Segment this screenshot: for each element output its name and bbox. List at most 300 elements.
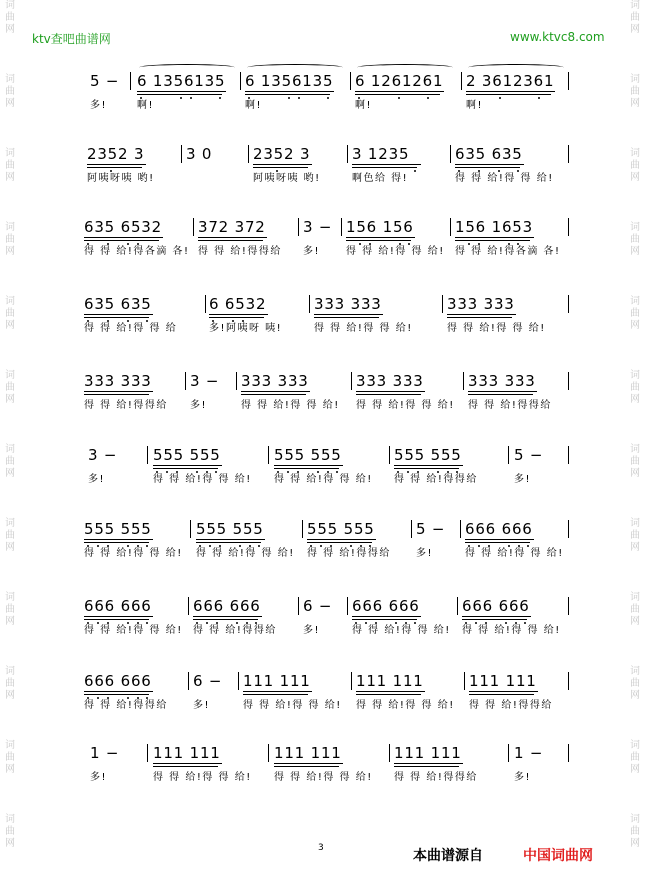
measure-notes: 5 −	[416, 520, 446, 538]
measure-notes: 2352 3	[87, 145, 145, 163]
measure-lyrics: 啊!	[466, 100, 484, 111]
rhythm-underline	[469, 691, 538, 692]
watermark-char: 词	[5, 814, 15, 825]
barline	[298, 218, 299, 236]
rhythm-underline	[356, 394, 421, 395]
rhythm-underline	[253, 164, 312, 165]
watermark-char: 词	[630, 740, 640, 751]
watermark-char: 曲	[5, 308, 15, 319]
octave-dot	[97, 622, 99, 624]
measure-notes: 111 111	[274, 744, 342, 762]
octave-dot	[350, 545, 352, 547]
header-site-name: ktv查吧曲谱网	[32, 32, 111, 46]
rhythm-underline	[355, 94, 440, 95]
measure-lyrics: 得 得 给!得得给	[193, 625, 277, 636]
watermark-char: 网	[630, 690, 640, 701]
rhythm-underline	[198, 237, 267, 238]
measure-lyrics: 得 得 给!得 得 给!	[274, 772, 373, 783]
octave-dot	[87, 243, 89, 245]
barline	[181, 145, 182, 163]
octave-dot	[478, 243, 480, 245]
watermark-char: 网	[630, 320, 640, 331]
octave-dot	[508, 545, 510, 547]
measure-lyrics: 多!阿咦呀 咦!	[209, 323, 283, 334]
octave-dot	[239, 545, 241, 547]
octave-dot	[236, 622, 238, 624]
octave-dot	[97, 697, 99, 699]
watermark-char: 曲	[630, 86, 640, 97]
rhythm-underline	[84, 616, 153, 617]
measure-lyrics: 得 得 给!得 得 给!	[243, 700, 342, 711]
barline	[351, 372, 352, 390]
barline	[350, 72, 351, 90]
octave-dot	[287, 471, 289, 473]
measure-notes: 666 666	[462, 597, 530, 615]
octave-dot	[216, 622, 218, 624]
measure-lyrics: 得 得 给!得 得 给	[84, 323, 178, 334]
watermark-char: 词	[5, 0, 15, 11]
measure-lyrics: 得 得 给!得 得 给!	[241, 400, 340, 411]
rhythm-underline	[274, 763, 343, 764]
octave-dot	[538, 97, 540, 99]
barline	[185, 372, 186, 390]
rhythm-underline	[466, 94, 551, 95]
rhythm-underline	[356, 391, 425, 392]
octave-dot	[196, 622, 198, 624]
measure-notes: 3 −	[88, 446, 118, 464]
measure-notes: 333 333	[84, 372, 152, 390]
rhythm-underline	[84, 542, 149, 543]
octave-dot	[360, 545, 362, 547]
octave-dot	[397, 471, 399, 473]
measure-notes: 6 −	[303, 597, 333, 615]
measure-notes: 333 333	[241, 372, 309, 390]
rhythm-underline	[274, 465, 343, 466]
octave-dot	[317, 471, 319, 473]
measure-notes: 6 1261261	[355, 72, 444, 90]
watermark-char: 词	[5, 74, 15, 85]
rhythm-underline	[153, 465, 222, 466]
octave-dot	[190, 97, 192, 99]
octave-dot	[137, 622, 139, 624]
octave-dot	[478, 545, 480, 547]
octave-dot	[242, 320, 244, 322]
measure-notes: 555 555	[307, 520, 375, 538]
rhythm-underline	[274, 468, 339, 469]
barline	[268, 744, 269, 762]
rhythm-underline	[352, 167, 417, 168]
rhythm-underline	[314, 314, 383, 315]
watermark-char: 曲	[5, 826, 15, 837]
octave-dot	[137, 545, 139, 547]
watermark-char: 网	[630, 838, 640, 849]
watermark-char: 网	[630, 394, 640, 405]
barline	[464, 672, 465, 690]
barline	[568, 597, 569, 615]
barline	[568, 520, 569, 538]
measure-lyrics: 啊色给 得!	[352, 173, 409, 184]
barline	[568, 72, 569, 90]
watermark-char: 词	[630, 148, 640, 159]
slur-mark	[139, 64, 235, 71]
watermark-char: 词	[5, 444, 15, 455]
octave-dot	[127, 320, 129, 322]
measure-notes: 666 666	[465, 520, 533, 538]
watermark-char: 词	[5, 666, 15, 677]
measure-lyrics: 多!	[88, 474, 106, 485]
watermark-char: 词	[630, 666, 640, 677]
measure-notes: 3 0	[186, 145, 213, 163]
watermark-char: 词	[630, 370, 640, 381]
rhythm-underline	[84, 237, 163, 238]
octave-dot	[180, 97, 182, 99]
rhythm-underline	[245, 94, 330, 95]
watermark-char: 词	[5, 148, 15, 159]
rhythm-underline	[356, 691, 425, 692]
watermark-char: 曲	[630, 604, 640, 615]
octave-dot	[417, 471, 419, 473]
rhythm-underline	[87, 164, 146, 165]
rhythm-underline	[468, 391, 537, 392]
barline	[457, 597, 458, 615]
barline	[205, 295, 206, 313]
watermark-char: 曲	[630, 456, 640, 467]
octave-dot	[107, 243, 109, 245]
measure-lyrics: 得 得 给!得各滴 各!	[84, 246, 190, 257]
measure-lyrics: 得 得 给!得 得 给!	[346, 246, 445, 257]
measure-lyrics: 啊!	[137, 100, 155, 111]
octave-dot	[414, 622, 416, 624]
octave-dot	[248, 97, 250, 99]
measure-lyrics: 多!	[190, 400, 208, 411]
octave-dot	[518, 545, 520, 547]
watermark-char: 词	[630, 592, 640, 603]
barline	[188, 597, 189, 615]
watermark-char: 网	[630, 616, 640, 627]
octave-dot	[375, 622, 377, 624]
measure-lyrics: 多!	[303, 246, 321, 257]
rhythm-underline	[84, 691, 153, 692]
header-site-url[interactable]: www.ktvc8.com	[510, 30, 605, 44]
measure-lyrics: 得 得 给!得 得 给!	[356, 700, 455, 711]
watermark-char: 词	[5, 222, 15, 233]
watermark-char: 词	[630, 444, 640, 455]
watermark-char: 曲	[630, 234, 640, 245]
measure-notes: 555 555	[153, 446, 221, 464]
octave-dot	[137, 697, 139, 699]
measure-notes: 666 666	[84, 672, 152, 690]
octave-dot	[508, 243, 510, 245]
barline	[568, 145, 569, 163]
rhythm-underline	[87, 167, 142, 168]
octave-dot	[485, 622, 487, 624]
rhythm-underline	[468, 394, 533, 395]
rhythm-underline	[394, 465, 463, 466]
octave-dot	[107, 545, 109, 547]
octave-dot	[527, 545, 529, 547]
octave-dot	[405, 622, 407, 624]
octave-dot	[156, 471, 158, 473]
measure-notes: 156 1653	[455, 218, 533, 236]
rhythm-underline	[394, 468, 459, 469]
barline	[347, 597, 348, 615]
octave-dot	[232, 320, 234, 322]
octave-dot	[107, 622, 109, 624]
rhythm-underline	[466, 91, 555, 92]
octave-dot	[398, 97, 400, 99]
octave-dot	[524, 622, 526, 624]
octave-dot	[408, 243, 410, 245]
barline	[240, 72, 241, 90]
rhythm-underline	[241, 394, 306, 395]
watermark-char: 网	[630, 98, 640, 109]
watermark-char: 曲	[5, 12, 15, 23]
rhythm-underline	[455, 164, 524, 165]
footer-site-name[interactable]: 中国词曲网	[523, 848, 593, 864]
octave-dot	[458, 170, 460, 172]
octave-dot	[515, 622, 517, 624]
octave-dot	[437, 471, 439, 473]
octave-dot	[140, 97, 142, 99]
barline	[568, 372, 569, 390]
rhythm-underline	[469, 694, 534, 695]
watermark-char: 曲	[630, 678, 640, 689]
watermark-char: 网	[5, 764, 15, 775]
octave-dot	[107, 320, 109, 322]
measure-notes: 3 1235	[352, 145, 410, 163]
watermark-char: 曲	[5, 234, 15, 245]
measure-notes: 333 333	[468, 372, 536, 390]
measure-notes: 555 555	[274, 446, 342, 464]
rhythm-underline	[153, 766, 218, 767]
rhythm-underline	[462, 619, 527, 620]
rhythm-underline	[84, 619, 149, 620]
measure-notes: 2352 3	[253, 145, 311, 163]
measure-lyrics: 得 得 给!得得给	[198, 246, 282, 257]
octave-dot	[297, 471, 299, 473]
measure-notes: 333 333	[314, 295, 382, 313]
watermark-char: 曲	[5, 160, 15, 171]
watermark-char: 词	[630, 518, 640, 529]
rhythm-underline	[84, 317, 149, 318]
barline	[450, 145, 451, 163]
measure-notes: 666 666	[84, 597, 152, 615]
rhythm-underline	[84, 240, 159, 241]
measure-notes: 555 555	[394, 446, 462, 464]
barline	[411, 520, 412, 538]
rhythm-underline	[455, 240, 530, 241]
watermark-char: 网	[5, 690, 15, 701]
barline	[309, 295, 310, 313]
rhythm-underline	[274, 766, 339, 767]
watermark-char: 词	[5, 518, 15, 529]
barline	[508, 744, 509, 762]
rhythm-underline	[355, 91, 444, 92]
measure-lyrics: 得 得 给!得 得 给!	[314, 323, 413, 334]
watermark-char: 词	[5, 592, 15, 603]
watermark-char: 网	[5, 98, 15, 109]
watermark-char: 词	[630, 296, 640, 307]
octave-dot	[330, 545, 332, 547]
measure-lyrics: 得 得 给!得 得 给!	[352, 625, 451, 636]
measure-lyrics: 得 得 给!得各滴 各!	[455, 246, 561, 257]
barline	[268, 446, 269, 464]
octave-dot	[355, 622, 357, 624]
watermark-char: 网	[630, 542, 640, 553]
octave-dot	[199, 545, 201, 547]
watermark-char: 网	[630, 246, 640, 257]
rhythm-underline	[137, 94, 222, 95]
watermark-char: 词	[630, 222, 640, 233]
octave-dot	[127, 243, 129, 245]
measure-lyrics: 得 得 给!得得给	[84, 700, 168, 711]
octave-dot	[369, 243, 371, 245]
barline	[130, 72, 131, 90]
rhythm-underline	[346, 240, 411, 241]
rhythm-underline	[196, 542, 261, 543]
octave-dot	[206, 622, 208, 624]
watermark-char: 曲	[5, 604, 15, 615]
measure-notes: 333 333	[356, 372, 424, 390]
octave-dot	[146, 545, 148, 547]
barline	[248, 145, 249, 163]
rhythm-underline	[447, 314, 516, 315]
rhythm-underline	[241, 391, 310, 392]
octave-dot	[505, 622, 507, 624]
measure-lyrics: 啊!	[245, 100, 263, 111]
rhythm-underline	[209, 314, 268, 315]
octave-dot	[110, 170, 112, 172]
octave-dot	[475, 622, 477, 624]
octave-dot	[219, 545, 221, 547]
barline	[298, 597, 299, 615]
barline	[302, 520, 303, 538]
watermark-char: 词	[630, 0, 640, 11]
rhythm-underline	[243, 691, 312, 692]
octave-dot	[87, 622, 89, 624]
octave-dot	[196, 471, 198, 473]
watermark-char: 网	[630, 172, 640, 183]
watermark-char: 网	[5, 468, 15, 479]
measure-notes: 333 333	[447, 295, 515, 313]
octave-dot	[212, 320, 214, 322]
octave-dot	[146, 320, 148, 322]
watermark-char: 曲	[5, 530, 15, 541]
octave-dot	[358, 97, 360, 99]
slur-mark	[468, 64, 564, 71]
watermark-char: 网	[630, 468, 640, 479]
octave-dot	[465, 622, 467, 624]
barline	[389, 744, 390, 762]
barline	[508, 446, 509, 464]
barline	[238, 672, 239, 690]
barline	[193, 218, 194, 236]
octave-dot	[468, 243, 470, 245]
watermark-char: 网	[5, 172, 15, 183]
measure-lyrics: 多!	[514, 772, 532, 783]
measure-lyrics: 得 得 给!得 得 给!	[153, 772, 252, 783]
octave-dot	[320, 545, 322, 547]
barline	[341, 218, 342, 236]
watermark-char: 网	[5, 616, 15, 627]
barline	[568, 295, 569, 313]
watermark-char: 曲	[630, 752, 640, 763]
rhythm-underline	[465, 542, 530, 543]
octave-dot	[336, 471, 338, 473]
measure-lyrics: 得 得 给!得 得 给!	[356, 400, 455, 411]
octave-dot	[288, 97, 290, 99]
octave-dot	[97, 545, 99, 547]
measure-lyrics: 多!	[416, 548, 434, 559]
barline	[351, 672, 352, 690]
measure-notes: 111 111	[153, 744, 221, 762]
slur-mark	[247, 64, 343, 71]
measure-notes: 635 6532	[84, 218, 162, 236]
octave-dot	[146, 622, 148, 624]
barline	[460, 520, 461, 538]
octave-dot	[146, 697, 148, 699]
measure-notes: 156 156	[346, 218, 414, 236]
measure-notes: 111 111	[356, 672, 424, 690]
watermark-char: 曲	[5, 678, 15, 689]
watermark-char: 曲	[630, 826, 640, 837]
octave-dot	[399, 243, 401, 245]
measure-lyrics: 得 得 给!得 得 给!	[84, 548, 183, 559]
octave-dot	[258, 545, 260, 547]
octave-dot	[447, 471, 449, 473]
rhythm-underline	[84, 539, 153, 540]
measure-notes: 666 666	[352, 597, 420, 615]
watermark-char: 曲	[630, 12, 640, 23]
measure-lyrics: 得 得 给!得得给	[469, 700, 553, 711]
watermark-char: 曲	[5, 456, 15, 467]
rhythm-underline	[84, 391, 153, 392]
rhythm-underline	[193, 619, 258, 620]
watermark-char: 曲	[5, 382, 15, 393]
footer-source-label: 本曲谱源自	[413, 848, 483, 864]
measure-notes: 635 635	[455, 145, 523, 163]
barline	[568, 446, 569, 464]
rhythm-underline	[253, 167, 308, 168]
barline	[568, 672, 569, 690]
octave-dot	[468, 545, 470, 547]
rhythm-underline	[153, 468, 218, 469]
rhythm-underline	[314, 317, 379, 318]
measure-notes: 6 1356135	[137, 72, 226, 90]
watermark-char: 曲	[630, 530, 640, 541]
measure-notes: 635 635	[84, 295, 152, 313]
measure-notes: 555 555	[84, 520, 152, 538]
rhythm-underline	[465, 539, 534, 540]
rhythm-underline	[462, 616, 531, 617]
measure-lyrics: 多!	[90, 100, 108, 111]
watermark-char: 网	[5, 394, 15, 405]
measure-notes: 555 555	[196, 520, 264, 538]
rhythm-underline	[196, 539, 265, 540]
octave-dot	[176, 471, 178, 473]
octave-dot	[517, 170, 519, 172]
rhythm-underline	[84, 694, 149, 695]
measure-lyrics: 得 得 给!得 得 给!	[447, 323, 546, 334]
octave-dot	[87, 545, 89, 547]
watermark-char: 网	[630, 764, 640, 775]
measure-lyrics: 得 得 给!得 得 给!	[153, 474, 252, 485]
watermark-char: 词	[5, 370, 15, 381]
measure-lyrics: 多!	[90, 772, 108, 783]
barline	[389, 446, 390, 464]
watermark-right	[628, 0, 642, 888]
rhythm-underline	[356, 694, 421, 695]
